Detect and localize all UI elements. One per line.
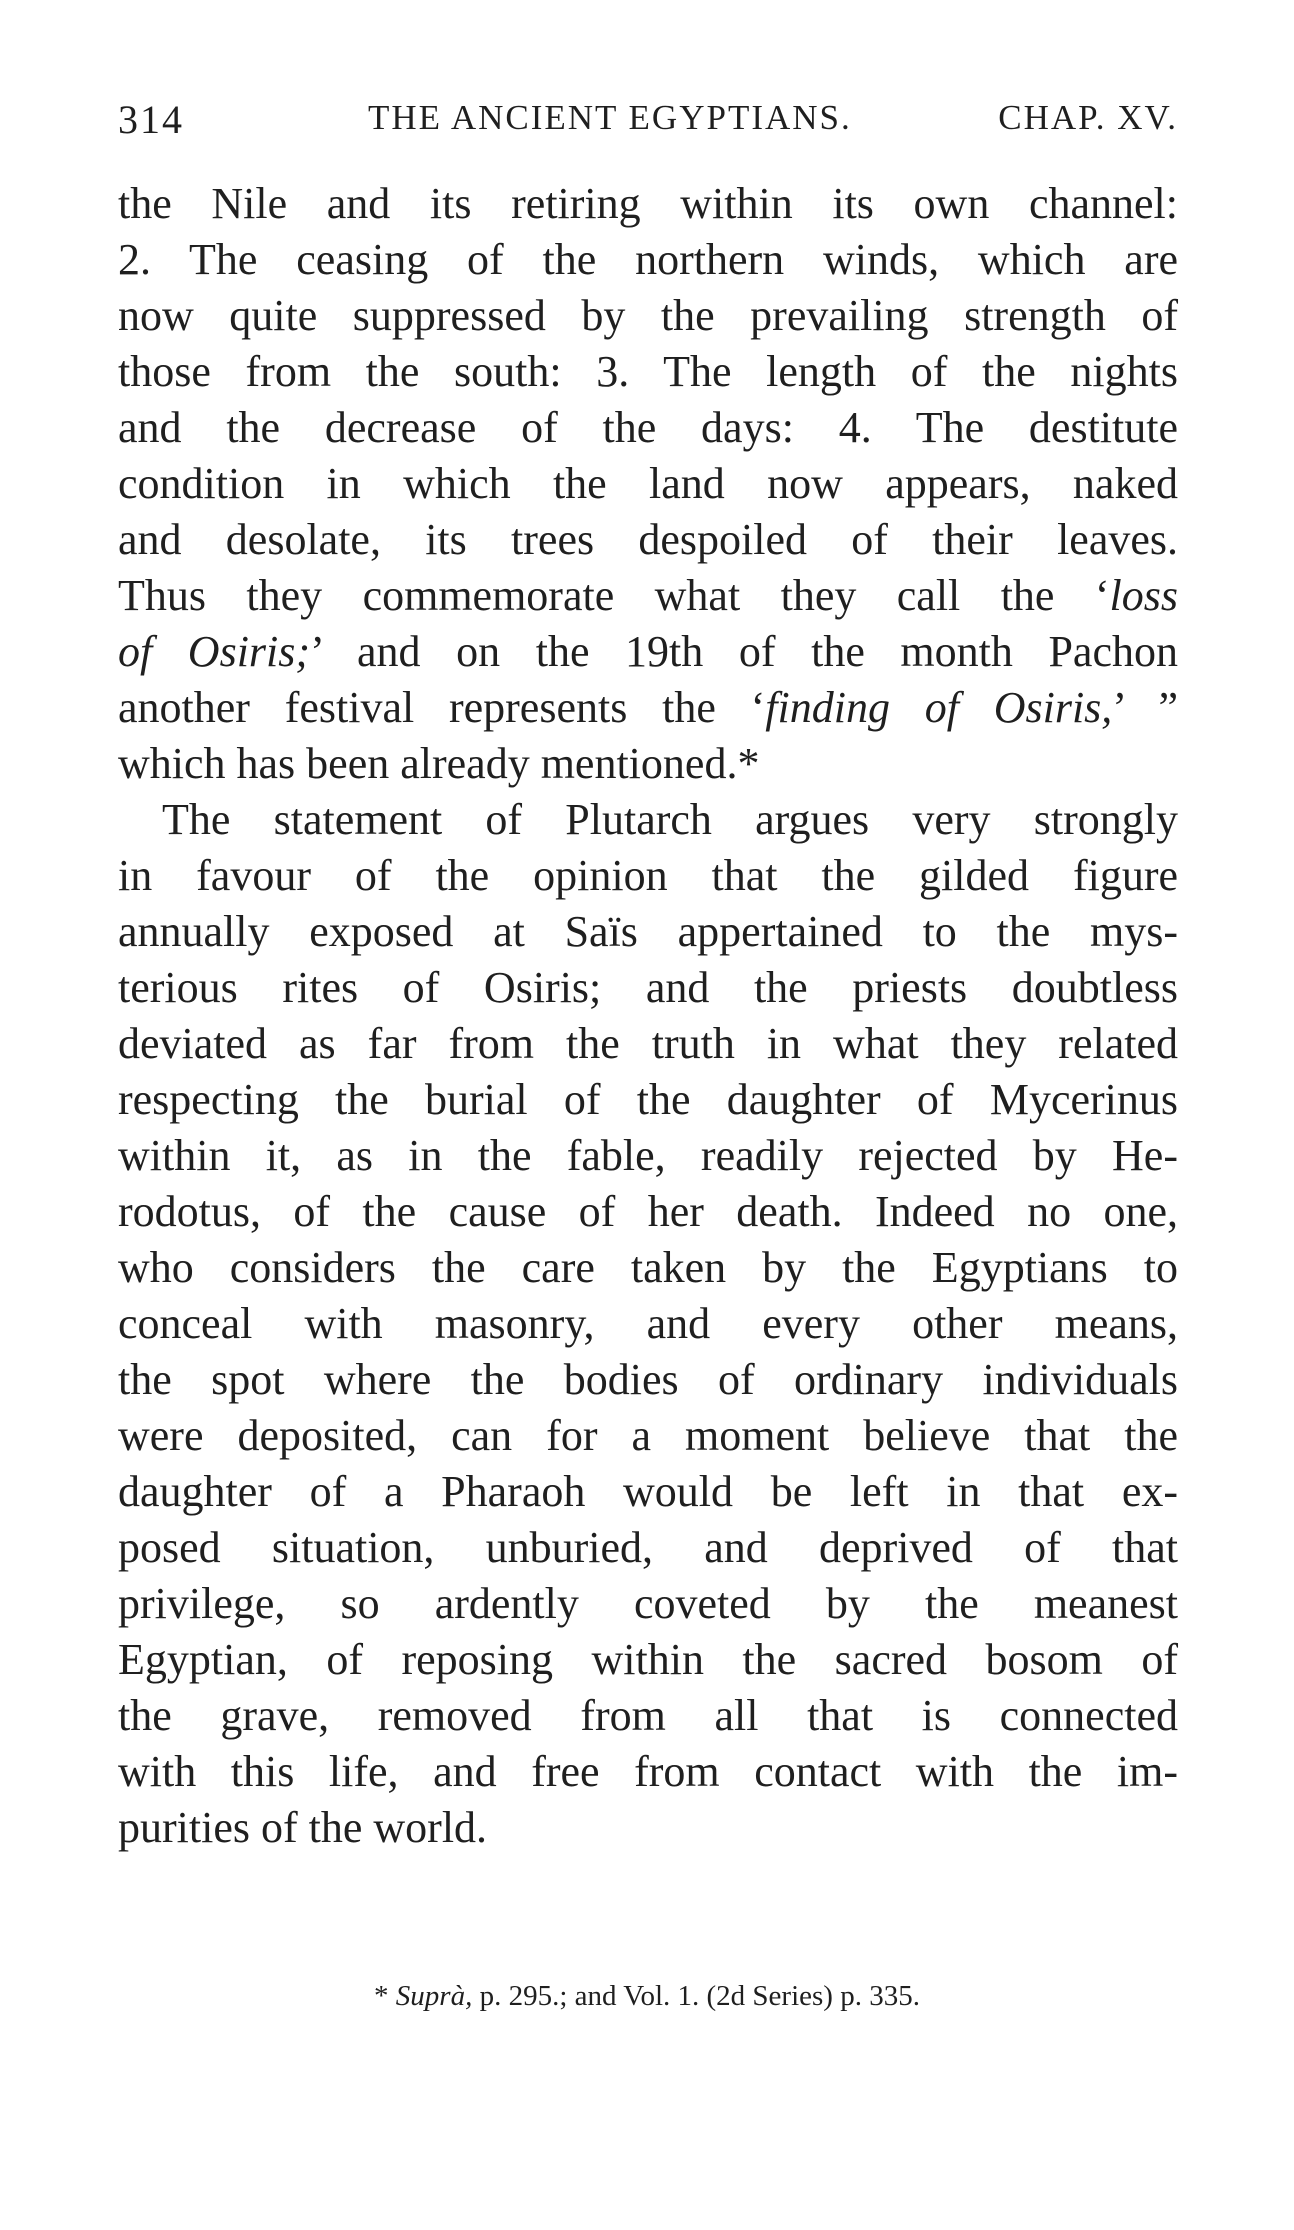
- text-line: the grave, removed from all that is connected: [118, 1691, 1178, 1740]
- text-line: terious rites of Osiris; and the priests doubtless: [118, 963, 1178, 1012]
- text-line: purities of the world.: [118, 1803, 488, 1852]
- text-run: ’ ”: [1112, 683, 1178, 732]
- running-title: THE ANCIENT EGYPTIANS.: [368, 98, 852, 137]
- text-run: ’ and on the 19th of the month Pachon: [310, 627, 1178, 676]
- text-line: The statement of Plutarch argues very strongly: [162, 795, 1178, 844]
- text-line: respecting the burial of the daughter of Mycerinus: [118, 1075, 1178, 1124]
- text-line: the spot where the bodies of ordinary individuals: [118, 1355, 1178, 1404]
- italic-run: of Osiris;: [118, 627, 311, 676]
- text-line: who considers the care taken by the Egyptians to: [118, 1243, 1178, 1292]
- footnote-mark: *: [374, 1980, 389, 2012]
- text-line: posed situation, unburied, and deprived of that: [118, 1523, 1178, 1572]
- text-line: annually exposed at Saïs appertained to the mys-: [118, 907, 1178, 956]
- body-text: [118, 176, 1178, 1856]
- italic-run: loss: [1109, 571, 1178, 620]
- text-line: in favour of the opinion that the gilded figure: [118, 851, 1178, 900]
- text-line: within it, as in the fable, readily rejected by He-: [118, 1131, 1178, 1180]
- text-line: which has been already mentioned.*: [118, 739, 760, 788]
- text-line: [118, 624, 1178, 680]
- text-line: and desolate, its trees despoiled of their leaves.: [118, 515, 1178, 564]
- text-run: Thus they commemorate what they call the ‘: [118, 571, 1110, 620]
- text-line: daughter of a Pharaoh would be left in that ex-: [118, 1467, 1178, 1516]
- text-line: [118, 680, 1178, 736]
- text-line: privilege, so ardently coveted by the meanest: [118, 1579, 1178, 1628]
- text-line: 2. The ceasing of the northern winds, which are: [118, 235, 1178, 284]
- text-line: were deposited, can for a moment believe that the: [118, 1411, 1178, 1460]
- text-line: and the decrease of the days: 4. The destitute: [118, 403, 1178, 452]
- text-line: Egyptian, of reposing within the sacred bosom of: [118, 1635, 1178, 1684]
- paragraph-1: [118, 176, 1178, 792]
- text-line: conceal with masonry, and every other means,: [118, 1299, 1178, 1348]
- text-line: deviated as far from the truth in what they related: [118, 1019, 1178, 1068]
- text-line: with this life, and free from contact with the im-: [118, 1747, 1178, 1796]
- running-header: [118, 96, 1178, 146]
- footnote-italic: Suprà,: [395, 1980, 473, 2012]
- text-line: now quite suppressed by the prevailing strength of: [118, 291, 1178, 340]
- footnote: [0, 1976, 1294, 2016]
- text-run: another festival represents the ‘: [118, 683, 766, 732]
- text-line: condition in which the land now appears, naked: [118, 459, 1178, 508]
- page-number: 314: [118, 97, 184, 142]
- paragraph-2: [118, 792, 1178, 1856]
- footnote-text: p. 295.; and Vol. 1. (2d Series) p. 335.: [479, 1980, 920, 2012]
- text-line: those from the south: 3. The length of the nights: [118, 347, 1178, 396]
- chapter-label: CHAP. XV.: [998, 98, 1178, 137]
- italic-run: finding of Osiris,: [765, 683, 1113, 732]
- text-line: the Nile and its retiring within its own channel:: [118, 179, 1178, 228]
- text-line: rodotus, of the cause of her death. Indeed no one,: [118, 1187, 1178, 1236]
- text-line: [118, 568, 1178, 624]
